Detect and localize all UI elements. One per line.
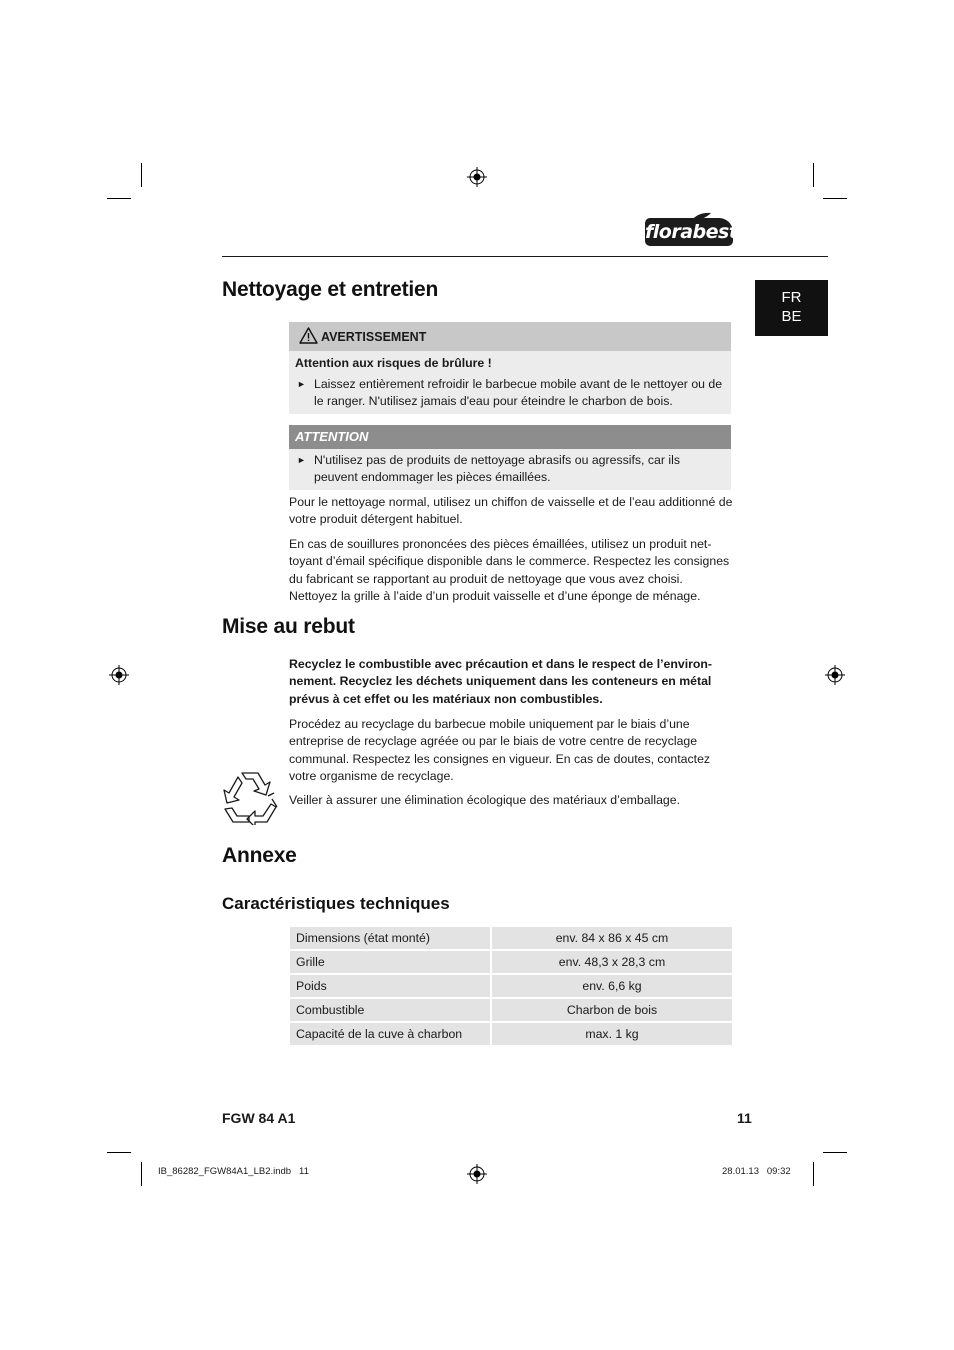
table-row <box>290 975 732 997</box>
paragraph-bold: Recyclez le combustible avec précaution et dans le respect de l’environ-nement. Recyclez les déchets uniquement dans les conteneurs en métal prévus à cet effet ou les matériaux non combustibles. <box>289 657 713 706</box>
spec-label: Capacité de la cuve à charbon <box>290 1023 492 1045</box>
list-item <box>295 452 723 486</box>
attention-header: ATTENTION <box>289 425 731 449</box>
table-row <box>290 951 732 973</box>
attention-text: N'utilisez pas de produits de nettoyage abrasifs ou agressifs, car ils peuvent endommager les pièces émaillées. <box>314 453 680 484</box>
registration-mark-icon <box>467 167 487 187</box>
warning-text: Laissez entièrement refroidir le barbecue mobile avant de le nettoyer ou de le ranger. N'utilisez jamais d'eau pour éteindre le charbon de bois. <box>314 377 723 408</box>
registration-mark-icon <box>467 1164 487 1184</box>
spec-label: Combustible <box>290 999 492 1021</box>
arrow-right-icon: ► <box>297 455 306 465</box>
section-title-cleaning: Nettoyage et entretien <box>222 278 439 301</box>
arrow-right-icon: ► <box>297 379 306 389</box>
warning-heading: Attention aux risques de brûlure ! <box>295 356 492 370</box>
spec-label: Dimensions (état monté) <box>290 927 492 949</box>
warning-box <box>289 322 731 414</box>
spec-value: Charbon de bois <box>492 999 732 1021</box>
registration-mark-icon <box>109 665 129 685</box>
spec-label: Poids <box>290 975 492 997</box>
crop-mark <box>813 163 814 187</box>
print-slug-date <box>722 1166 791 1177</box>
registration-mark-icon <box>825 665 845 685</box>
language-tab <box>755 280 828 336</box>
print-slug-file <box>158 1166 309 1177</box>
crop-mark <box>823 1152 847 1153</box>
paragraph: Procédez au recyclage du barbecue mobile uniquement par le biais d’une entreprise de recyclage agréée ou par le biais de votre centre de recyclage communal. Respectez les consignes en vigueur. En cas de doutes, contactez votre organisme de recyclage. <box>289 717 711 783</box>
table-row <box>290 927 732 949</box>
crop-mark <box>107 1152 131 1153</box>
table-row <box>290 1023 732 1045</box>
subsection-title-specs: Caractéristiques techniques <box>222 894 450 913</box>
crop-mark <box>141 163 142 187</box>
crop-mark <box>823 198 847 199</box>
attention-box <box>289 425 731 490</box>
table-row <box>290 999 732 1021</box>
warning-body <box>289 351 731 416</box>
attention-body <box>289 449 731 492</box>
paragraph: En cas de souillures prononcées des pièces émaillées, utilisez un produit net-toyant d’émail spécifique disponible dans le commerce. Respectez les consignes du fabricant se rapportant au produit de nettoyage que vous avez choisi. Nettoyez la grille à l’aide d’un produit vaisselle et d’une éponge de ménage. <box>289 537 730 603</box>
section-title-disposal: Mise au rebut <box>222 615 355 638</box>
spec-value: max. 1 kg <box>492 1023 732 1045</box>
crop-mark <box>813 1162 814 1186</box>
paragraph: Pour le nettoyage normal, utilisez un chiffon de vaisselle et de l’eau additionné de votre produit détergent habituel. <box>289 495 733 527</box>
list-item <box>295 376 723 410</box>
warning-triangle-icon <box>299 327 318 344</box>
spec-value: env. 6,6 kg <box>492 975 732 997</box>
header-rule <box>222 256 828 257</box>
footer-model: FGW 84 A1 <box>222 1110 296 1126</box>
paragraph: Veiller à assurer une élimination écologique des matériaux d’emballage. <box>289 793 680 807</box>
specs-table <box>290 925 732 1047</box>
brand-logo: florabest <box>645 218 733 246</box>
warning-label: AVERTISSEMENT <box>321 330 427 344</box>
crop-mark <box>141 1162 142 1186</box>
slug-date-text: 28.01.13 09:32 <box>722 1166 791 1177</box>
spec-value: env. 48,3 x 28,3 cm <box>492 951 732 973</box>
spec-value: env. 84 x 86 x 45 cm <box>492 927 732 949</box>
crop-mark <box>107 198 131 199</box>
recycle-icon <box>221 769 279 825</box>
spec-label: Grille <box>290 951 492 973</box>
page-number: 11 <box>737 1110 752 1126</box>
section-title-annex: Annexe <box>222 844 297 867</box>
language-code: FR <box>781 289 802 306</box>
language-code: BE <box>781 308 802 325</box>
slug-file-text: IB_86282_FGW84A1_LB2.indb 11 <box>158 1166 309 1177</box>
warning-header <box>289 322 731 351</box>
